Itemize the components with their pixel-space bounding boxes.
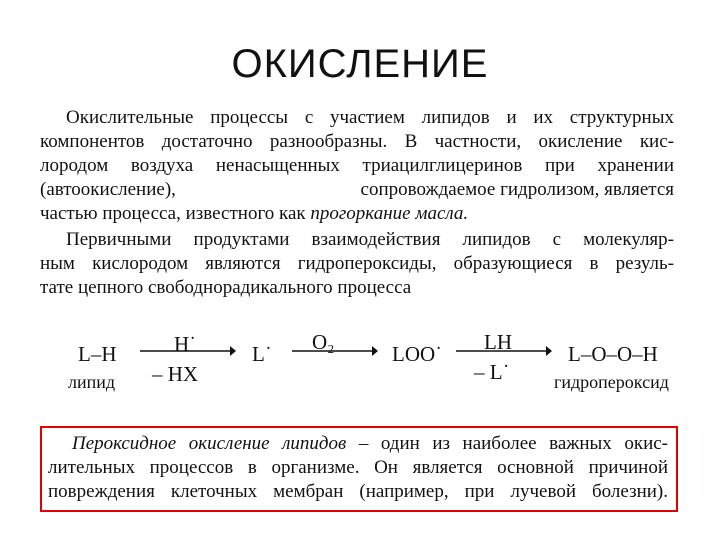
paragraph1-line5 xyxy=(40,202,674,226)
step3-byproduct: – L˙ xyxy=(474,360,510,384)
arrow-1 xyxy=(140,344,236,358)
arrow-3 xyxy=(456,344,552,358)
paragraph2-line2: ным кислородом являются гидропероксиды, образующиеся в резуль- xyxy=(40,253,674,274)
hydroperoxide-label: гидропероксид xyxy=(554,372,669,392)
arrow-2 xyxy=(292,344,378,358)
step3-reagent: LH xyxy=(484,330,512,354)
paragraph3-line3: повреждения клеточных мембран (например, при лучевой болезни). xyxy=(48,481,668,502)
paragraph3-line2: лительных процессов в организме. Он является основной причиной xyxy=(48,457,668,478)
hydroperoxide-formula: L–O–O–H xyxy=(568,342,658,366)
paragraph3-line1-rest: – один из наиболее важных окис- xyxy=(358,433,668,454)
paragraph1-line1: Окислительные процессы с участием липидов и их структурных xyxy=(66,107,674,128)
slide-title: ОКИСЛЕНИЕ xyxy=(231,42,489,86)
paragraph1-line3: лородом воздуха ненасыщенных триацилглицеринов при хранении xyxy=(40,155,674,176)
lipid-formula: L–H xyxy=(78,342,117,366)
step2-reagent: O₂ xyxy=(312,330,335,354)
paragraph1-line4-start: (автоокисление), xyxy=(40,179,176,200)
paragraph1-line2: компонентов достаточно разнообразны. В частности, окисление кис- xyxy=(40,131,674,152)
step1-reagent: H˙ xyxy=(174,332,197,356)
paragraph3-term: Пероксидное окисление липидов xyxy=(72,433,347,454)
reaction-scheme xyxy=(0,320,720,400)
paragraph1-line5-start: частью процесса, известного как xyxy=(40,203,306,224)
peroxyl-radical: LOO˙ xyxy=(392,342,443,366)
paragraph2-line1: Первичными продуктами взаимодействия липидов с молекуляр- xyxy=(66,229,674,250)
paragraph1-line5-term: прогоркание масла. xyxy=(310,203,469,224)
lipid-label: липид xyxy=(68,372,116,392)
paragraph2-line3: тате цепного свободнорадикального процесса xyxy=(40,277,412,298)
alkyl-radical: L˙ xyxy=(252,342,272,366)
step1-byproduct: – HX xyxy=(152,362,199,386)
paragraph3-line1 xyxy=(72,432,668,456)
paragraph1-line4 xyxy=(40,178,674,202)
paragraph1-line4-end: сопровождаемое гидролизом, является xyxy=(360,179,674,200)
